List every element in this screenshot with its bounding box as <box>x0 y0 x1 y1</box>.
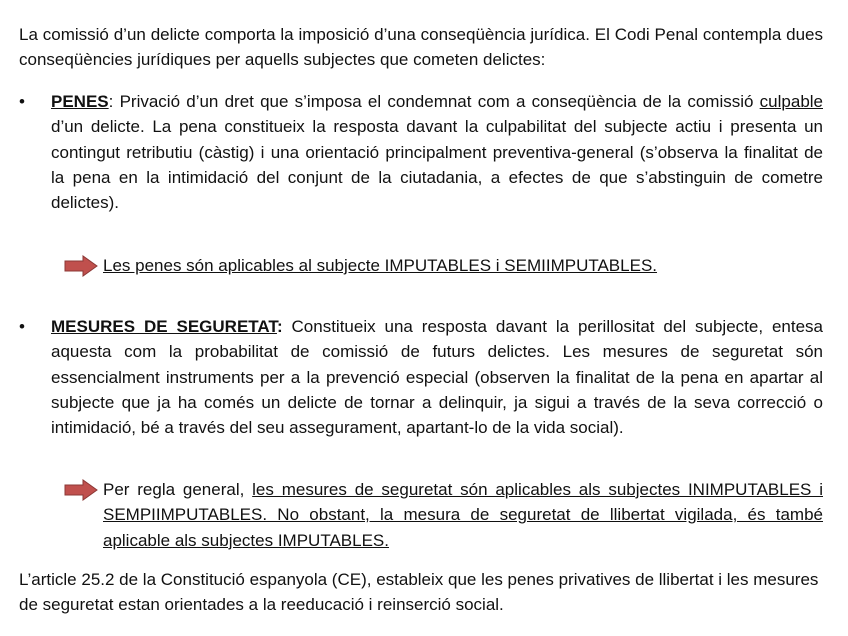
penes-note-text: Les penes són aplicables al subjecte IMPUTABLES i SEMIIMPUTABLES. <box>103 256 658 275</box>
mesures-note-lead: Per regla general, <box>103 480 253 499</box>
penes-note <box>64 253 823 278</box>
intro-text: La comissió d’un delicte comporta la imposició d’una conseqüència jurídica. El Codi Penal contempla dues conseqüències jurídiques per aquells subjectes que cometen delictes: <box>19 25 823 70</box>
bullet-marker: • <box>19 317 25 336</box>
right-arrow-icon <box>64 255 98 277</box>
mesures-text: Constitueix una resposta davant la perillositat del subjecte, entesa aquesta com la probabilitat de comissió de futurs delictes. Les mesures de seguretat són essencialment instruments per a la prevenció especial (observen la finalitat de la pena en apartar al subjecte que ja ha comés un delicte de tornar a delinquir, ja sigui a través de la seva correcció o intimidació, bé a través del seu assegurament, apartant-lo de la vida social). <box>51 317 823 438</box>
mesures-bullet-item <box>19 314 823 440</box>
arrow-shape <box>65 480 97 500</box>
closing-paragraph <box>19 567 823 618</box>
right-arrow-icon <box>64 479 98 501</box>
culpable-term: culpable <box>759 92 823 111</box>
penes-text-a: : Privació d’un dret que s’imposa el condemnat com a conseqüència de la comissió <box>108 92 760 111</box>
mesures-term: MESURES DE SEGURETAT <box>51 317 277 336</box>
mesures-note <box>64 477 823 553</box>
arrow-shape <box>65 256 97 276</box>
penes-text-b: d’un delicte. La pena constitueix la resposta davant la culpabilitat del subjecte actiu i presenta un contingut retributiu (càstig) i una orientació principalment preventiva-general (s’observa la finalitat de la pena en la intimidació del conjunt de la ciutadania, a efectes de que s’abstinguin de cometre delictes). <box>51 117 823 213</box>
closing-text: L’article 25.2 de la Constitució espanyola (CE), estableix que les penes privatives de llibertat i les mesures de seguretat estan orientades a la reeducació i reinserció social. <box>19 570 819 615</box>
penes-bullet-item <box>19 89 823 215</box>
bullet-marker: • <box>19 92 25 111</box>
penes-paragraph <box>51 89 823 215</box>
mesures-colon: : <box>276 317 283 336</box>
mesures-note-text <box>103 477 823 553</box>
penes-term: PENES <box>51 92 109 111</box>
mesures-paragraph <box>51 314 823 440</box>
mesures-note-underlined: les mesures de seguretat són aplicables als subjectes INIMPUTABLES i SEMPIIMPUTABLES. No obstant, la mesura de seguretat de llibertat vigilada, és també aplicable als subjectes IMPUTABLES. <box>103 480 823 550</box>
intro-paragraph <box>19 22 823 73</box>
